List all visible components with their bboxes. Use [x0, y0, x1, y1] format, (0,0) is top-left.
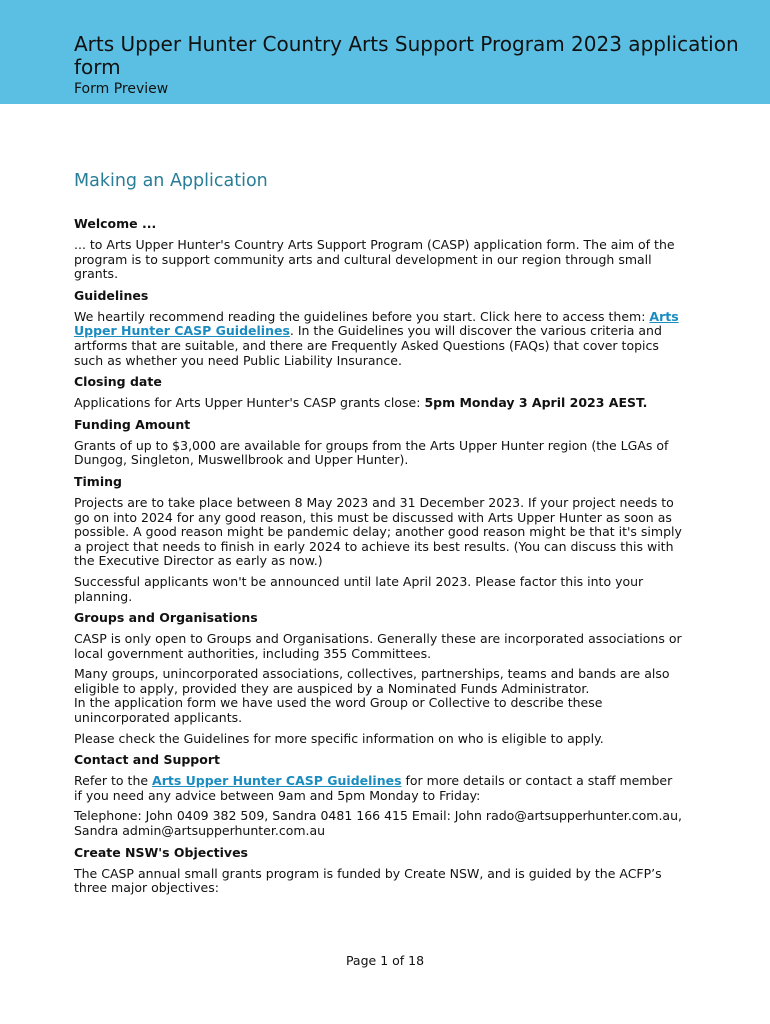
contact-details: Telephone: John 0409 382 509, Sandra 0481 166 415 Email: John rado@artsupperhunter.com.au, Sandra admin@artsupperhunter.com.au [74, 808, 682, 839]
groups-text-2 [74, 667, 684, 725]
groups-text-1: CASP is only open to Groups and Organisations. Generally these are incorporated associations or local government authorities, including 355 Committees. [74, 631, 682, 661]
closing-date: 5pm Monday 3 April 2023 AEST. [424, 395, 648, 411]
guidelines-text-after: . In the Guidelines you will discover the various criteria and artforms that are suitable, and there are Frequently Asked Questions (FAQs) that cover topics such as whether you need Public Liability Insurance. [74, 323, 662, 368]
guidelines-heading: Guidelines [74, 287, 149, 303]
page-title: Arts Upper Hunter Country Arts Support Program 2023 application form [74, 32, 739, 79]
timing-heading: Timing [74, 473, 122, 489]
timing-text-1: Projects are to take place between 8 May 2023 and 31 December 2023. If your project needs to go on into 2024 for any good reason, this must be discussed with Arts Upper Hunter as soon as possible. A good reason might be pandemic delay; another good reason might be that it's simply a project that needs to finish in early 2024 to achieve its best results. (You can discuss this with the Executive Director as early as now.) [74, 494, 682, 569]
contact-heading: Contact and Support [74, 752, 220, 768]
page-subtitle: Form Preview [74, 81, 169, 97]
funding-heading: Funding Amount [74, 416, 191, 432]
funding-text: Grants of up to $3,000 are available for groups from the Arts Upper Hunter region (the LGAs of Dungog, Singleton, Muswellbrook and Upper Hunter). [74, 437, 669, 468]
header-banner [0, 0, 770, 104]
groups-text-2b: In the application form we have used the word Group or Collective to describe these unincorporated applicants. [74, 695, 603, 726]
guidelines-link[interactable]: Arts Upper Hunter CASP Guidelines [74, 308, 679, 339]
contact-text-after: for more details or contact a staff member if you need any advice between 9am and 5pm Monday to Friday: [74, 773, 673, 803]
groups-heading: Groups and Organisations [74, 610, 258, 626]
objectives-text: The CASP annual small grants program is funded by Create NSW, and is guided by the ACFP’s three major objectives: [74, 865, 662, 896]
section-title: Making an Application [74, 171, 268, 191]
timing-text-2: Successful applicants won't be announced until late April 2023. Please factor this into your planning. [74, 573, 644, 604]
closing-text [74, 396, 684, 411]
guidelines-text [74, 310, 684, 368]
objectives-heading: Create NSW's Objectives [74, 844, 248, 860]
closing-text-plain: Applications for Arts Upper Hunter's CASP grants close: [74, 395, 425, 411]
groups-text-3: Please check the Guidelines for more specific information on who is eligible to apply. [74, 730, 604, 746]
closing-heading: Closing date [74, 374, 162, 390]
contact-text [74, 774, 684, 803]
page-number: Page 1 of 18 [345, 953, 425, 968]
groups-text-2a: Many groups, unincorporated associations, collectives, partnerships, teams and bands are also eligible to apply, provided they are auspiced by a Nominated Funds Administrator. [74, 666, 670, 696]
contact-text-before: Refer to the [74, 773, 153, 789]
guidelines-text-before: We heartily recommend reading the guidelines before you start. Click here to access them: [74, 308, 650, 324]
contact-guidelines-link[interactable]: Arts Upper Hunter CASP Guidelines [152, 773, 402, 789]
welcome-text: ... to Arts Upper Hunter's Country Arts Support Program (CASP) application form. The aim of the program is to support community arts and cultural development in our region through small grants. [74, 237, 675, 282]
welcome-heading: Welcome ... [74, 216, 157, 231]
form-content [74, 168, 684, 902]
